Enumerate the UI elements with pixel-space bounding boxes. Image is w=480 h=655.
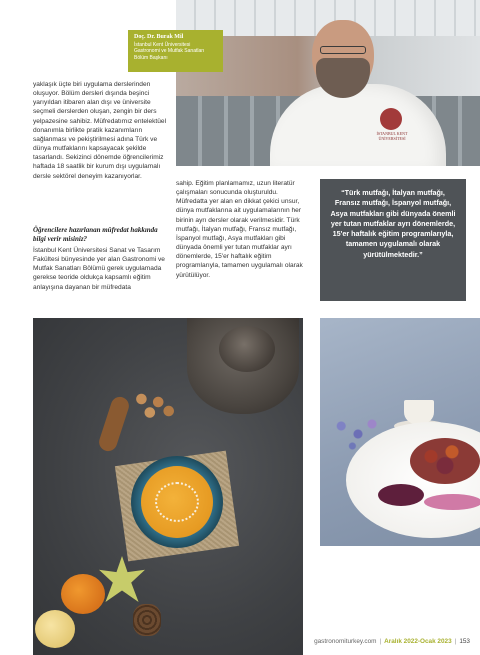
wooden-spoon xyxy=(97,395,131,454)
university-logo-text: İSTANBUL KENT ÜNİVERSİTESİ xyxy=(376,131,408,141)
page-footer xyxy=(314,638,470,645)
pumpkin-soup-photo xyxy=(33,318,303,655)
profile-caption xyxy=(128,30,223,72)
beet-puree xyxy=(378,484,424,506)
chef-kitchen-photo xyxy=(176,0,480,166)
autumn-leaf xyxy=(99,556,145,602)
profile-role-line: Gastronomi ve Mutfak Sanatları xyxy=(134,48,205,55)
tea-cup xyxy=(404,400,434,424)
pull-quote: “Türk mutfağı, İtalyan mutfağı, Fransız mutfağı, İspanyol mutfağı, Asya mutfakları gibi dünyada önemli yer tutan mutfaklar ayrı dönemlerde, 15'er haftalık eğitim programlarıyla, tamamen uygulamalı olarak yürütülmektedir.” xyxy=(320,179,466,301)
profile-role-line: Bölüm Başkanı xyxy=(134,54,168,61)
body-text-column-1-continued: İstanbul Kent Üniversitesi Sanat ve Tasarım Fakültesi bünyesinde yer alan Gastronomi ve Mutfak Sanatları Bölümü gerek uygulamada gerekse teoride oldukça kapsamlı eğitim anlayışına dayanan bir müfredata xyxy=(33,247,165,291)
body-text-column-2: sahip. Eğitim planlamamız, uzun literatür çalışmaları sonucunda oluşturuldu. Müfredatta yer alan en dikkat çekici unsur, dünya mutfaklarına ait uygulamalarının her birinin ayrı dersler olarak verilmesidir. Türk mutfağı, İtalyan mutfağı, Fransız mutfağı, İspanyol mutfağı, Asya mutfakları gibi dünyada önemli yer tutan mutfaklar ayrı dönemlerde, 15'er haftalık eğitim programlarıyla, tamamen uygulamalı olarak yürütülüyor. xyxy=(176,180,303,279)
plated-dish-photo xyxy=(320,318,480,546)
profile-name: Doç. Dr. Burak Mil xyxy=(134,34,184,40)
footer-separator: | xyxy=(379,638,382,645)
footer-separator: | xyxy=(454,638,457,645)
beet-salad xyxy=(410,438,480,484)
chef-figure xyxy=(254,18,444,166)
footer-website: gastronomiturkey.com xyxy=(314,638,377,645)
page-number: 153 xyxy=(459,638,470,645)
clay-pot-lid xyxy=(219,326,275,372)
profile-role xyxy=(134,42,217,61)
cream-garnish xyxy=(155,482,199,522)
university-logo xyxy=(380,108,402,130)
chef-glasses xyxy=(320,46,366,54)
interview-question: Öğrencilere hazırlanan müfredat hakkında bilgi verir misiniz? xyxy=(33,226,158,243)
hazelnuts xyxy=(133,390,175,420)
pink-sauce xyxy=(424,494,480,510)
footer-issue-date: Aralık 2022-Ocak 2023 xyxy=(384,638,452,645)
pine-cone xyxy=(133,604,161,636)
orange-pumpkin xyxy=(61,574,105,614)
profile-role-line: İstanbul Kent Üniversitesi xyxy=(134,42,191,48)
chef-jacket xyxy=(270,84,446,166)
white-pumpkin xyxy=(35,610,75,648)
body-text-column-1: yaklaşık üçte biri uygulama derslerinden oluşuyor. Bölüm dersleri dışında beşinci yarıyıldan itibaren alan dışı ve üniversite seçmeli derslerden oluşan, zengin bir ders yelpazesine sahibiz. Müfredatımız entelektüel donanımla birlikte pratik kazanımların sağlanması ve pekiştirilmesi adına Türk ve dünya mutfaklarını kapsayacak şekilde tasarlandı. Sekizinci dönemde öğrencilerimiz haftada 18 saatlik bir kurum dışı uygulamalı dersle sektörel deneyim kazanıyorlar. xyxy=(33,81,167,180)
